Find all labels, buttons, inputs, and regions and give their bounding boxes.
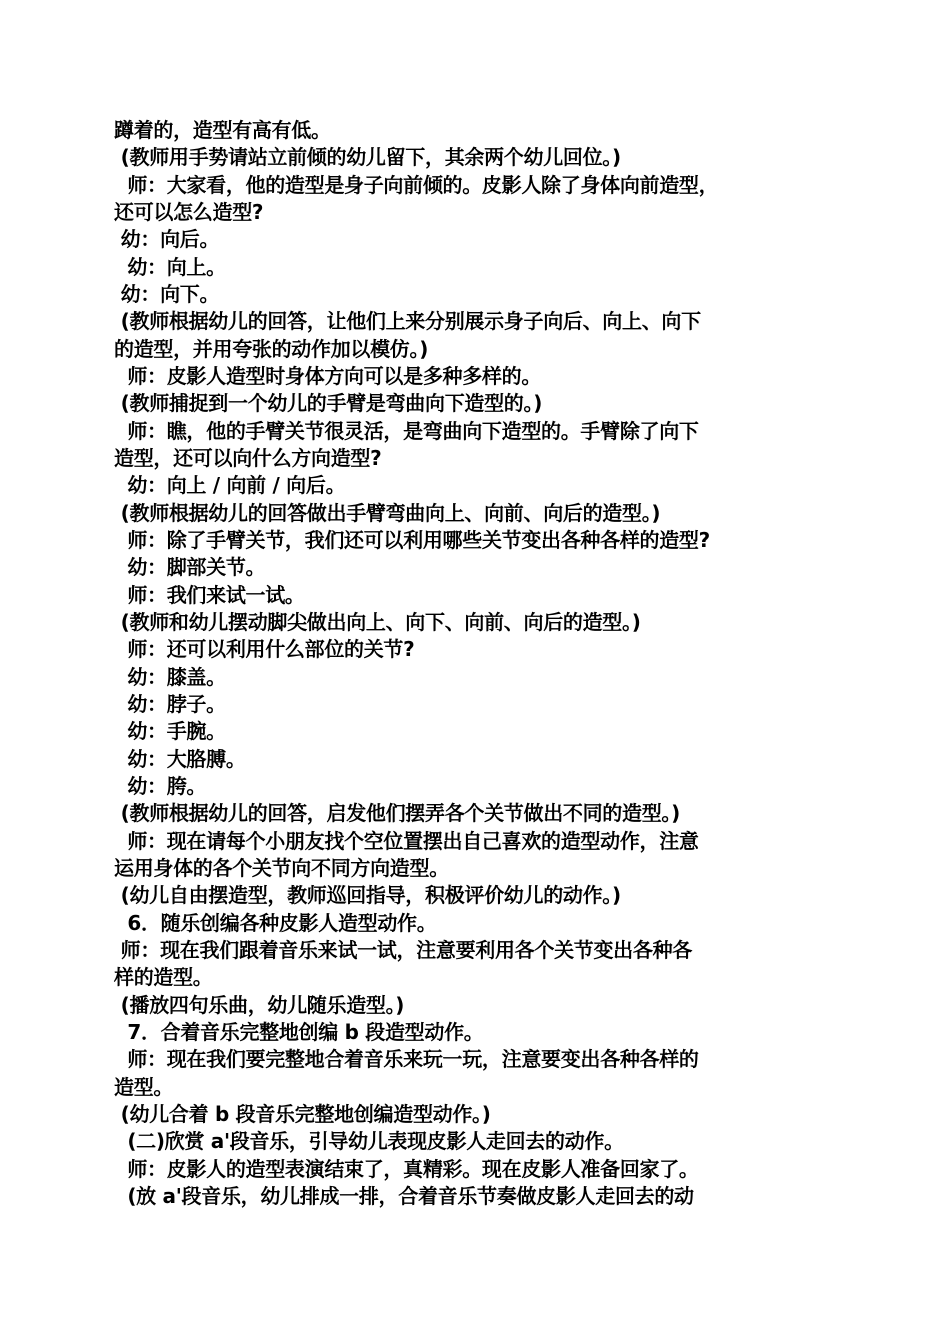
text-line: 幼：手腕。 — [114, 719, 226, 743]
text-line: (教师和幼儿摆动脚尖做出向上、向下、向前、向后的造型。) — [114, 610, 641, 634]
text-line: (教师根据幼儿的回答做出手臂弯曲向上、向前、向后的造型。) — [114, 501, 661, 525]
text-line: 6．随乐创编各种皮影人造型动作。 — [114, 911, 437, 935]
text-line: 幼：向后。 — [114, 227, 220, 251]
text-line: 造型，还可以向什么方向造型? — [114, 446, 382, 470]
text-line: 运用身体的各个关节向不同方向造型。 — [114, 856, 449, 880]
text-line: (幼儿自由摆造型，教师巡回指导，积极评价幼儿的动作。) — [114, 883, 621, 907]
text-line: 样的造型。 — [114, 965, 213, 989]
text-line: 师：现在我们要完整地合着音乐来玩一玩，注意要变出各种各样的 — [114, 1047, 699, 1071]
text-line: 师：皮影人的造型表演结束了，真精彩。现在皮影人准备回家了。 — [114, 1157, 699, 1181]
text-line: 师：我们来试一试。 — [114, 583, 305, 607]
text-line: 的造型，并用夸张的动作加以模仿。) — [114, 337, 429, 361]
text-line: (教师根据幼儿的回答，启发他们摆弄各个关节做出不同的造型。) — [114, 801, 680, 825]
text-line: 蹲着的，造型有高有低。 — [114, 118, 331, 142]
text-line: (教师根据幼儿的回答，让他们上来分别展示身子向后、向上、向下 — [114, 309, 701, 333]
text-line: 师：还可以利用什么部位的关节? — [114, 637, 415, 661]
text-line: 幼：膝盖。 — [114, 665, 226, 689]
text-line: 幼：向上 / 向前 / 向后。 — [114, 473, 346, 497]
text-line: (播放四句乐曲，幼儿随乐造型。) — [114, 993, 405, 1017]
text-line: 幼：脖子。 — [114, 692, 226, 716]
text-line: (教师用手势请站立前倾的幼儿留下，其余两个幼儿回位。) — [114, 145, 621, 169]
text-line: 幼：胯。 — [114, 774, 207, 798]
text-line: 幼：向下。 — [114, 282, 220, 306]
text-line: 幼：向上。 — [114, 255, 226, 279]
text-line: 造型。 — [114, 1075, 174, 1099]
text-line: 师：现在我们跟着音乐来试一试，注意要利用各个关节变出各种各 — [114, 938, 692, 962]
text-line: (幼儿合着 b 段音乐完整地创编造型动作。) — [114, 1102, 491, 1126]
text-line: (二)欣赏 a'段音乐，引导幼儿表现皮影人走回去的动作。 — [114, 1129, 624, 1153]
text-line: (教师捕捉到一个幼儿的手臂是弯曲向下造型的。) — [114, 391, 543, 415]
text-line: 师：皮影人造型时身体方向可以是多种多样的。 — [114, 364, 542, 388]
text-line: 师：大家看，他的造型是身子向前倾的。皮影人除了身体向前造型， — [114, 173, 719, 197]
text-line: 7．合着音乐完整地创编 b 段造型动作。 — [114, 1020, 484, 1044]
text-line: 幼：脚部关节。 — [114, 555, 266, 579]
text-line: 还可以怎么造型? — [114, 200, 264, 224]
text-line: 幼：大胳膊。 — [114, 747, 246, 771]
text-line: 师：除了手臂关节，我们还可以利用哪些关节变出各种各样的造型? — [114, 528, 710, 552]
text-line: 师：现在请每个小朋友找个空位置摆出自己喜欢的造型动作，注意 — [114, 829, 699, 853]
text-line: 师：瞧，他的手臂关节很灵活，是弯曲向下造型的。手臂除了向下 — [114, 419, 699, 443]
text-line: (放 a'段音乐，幼儿排成一排，合着音乐节奏做皮影人走回去的动 — [114, 1184, 694, 1208]
